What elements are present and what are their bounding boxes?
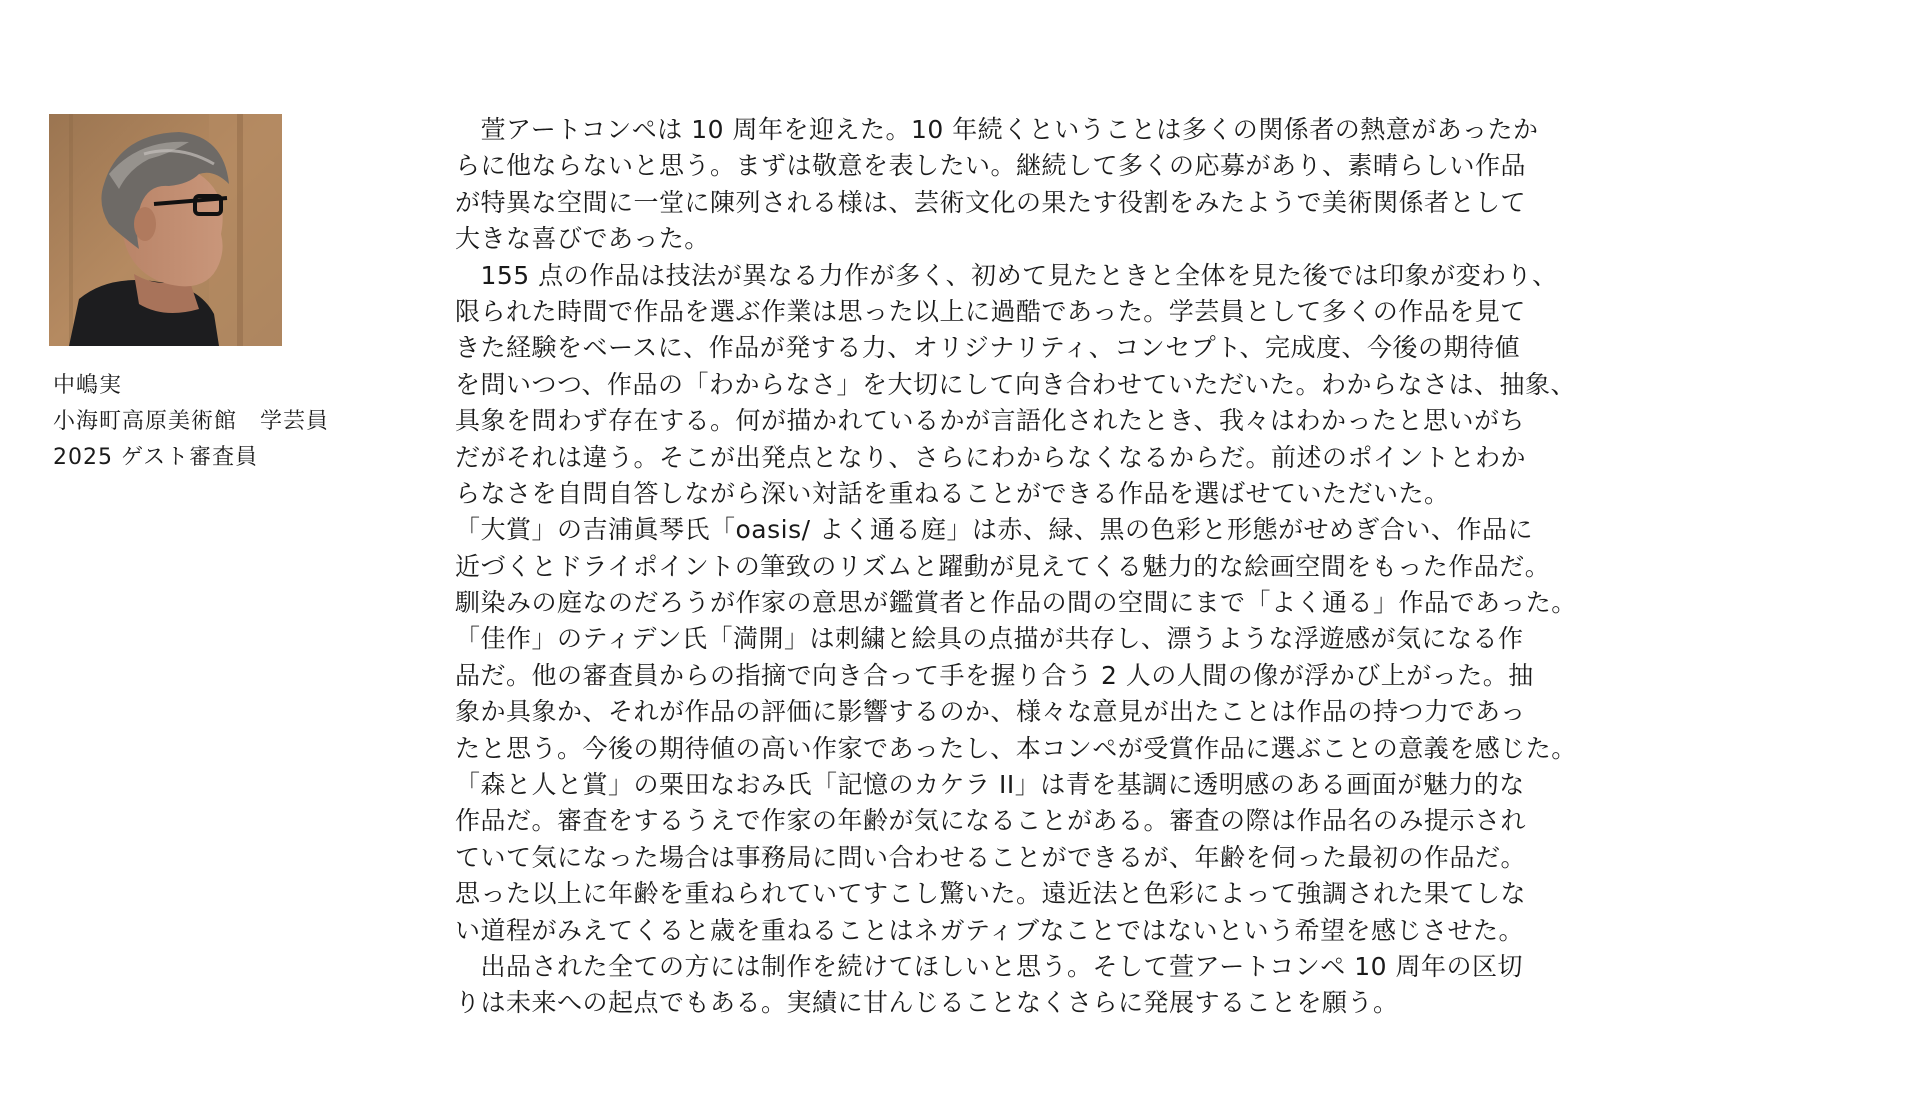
essay-line: 「佳作」のティデン氏「満開」は刺繍と絵具の点描が共存し、漂うような浮遊感が気になる作 [455, 624, 1524, 654]
essay-line: 萱アートコンペは 10 周年を迎えた。10 年続くということは多くの関係者の熱意があったか [455, 115, 1539, 144]
reviewer-profile [53, 368, 373, 476]
essay-line: ていて気になった場合は事務局に問い合わせることができるが、年齢を伺った最初の作品だ。 [455, 842, 1527, 872]
essay-line: だがそれは違う。そこが出発点となり、さらにわからなくなるからだ。前述のポイントとわか [455, 442, 1527, 472]
essay-line: きた経験をベースに、作品が発する力、オリジナリティ、コンセプト、完成度、今後の期待値 [455, 333, 1521, 363]
essay-line: 具象を問わず存在する。何が描かれているかが言語化されたとき、我々はわかったと思いがち [455, 406, 1526, 436]
essay-line: 作品だ。審査をするうえで作家の年齢が気になることがある。審査の際は作品名のみ提示され [455, 806, 1527, 836]
essay-line: りは未来への起点でもある。実績に甘んじることなくさらに発展することを願う。 [455, 988, 1399, 1018]
reviewer-affiliation: 小海町高原美術館 学芸員 [53, 409, 330, 434]
essay-line: 品だ。他の審査員からの指摘で向き合って手を握り合う 2 人の人間の像が浮かび上がった。抽 [455, 660, 1534, 690]
essay-line: 155 点の作品は技法が異なる力作が多く、初めて見たときと全体を見た後では印象が変わり、 [455, 260, 1558, 290]
essay-line: 近づくとドライポイントの筆致のリズムと躍動が見えてくる魅力的な絵画空間をもった作品だ。 [455, 551, 1551, 581]
reviewer-name: 中嶋実 [53, 373, 123, 398]
essay-line: 出品された全ての方には制作を続けてほしいと思う。そして萱アートコンペ 10 周年の区切 [455, 951, 1523, 981]
essay-line: たと思う。今後の期待値の高い作家であったし、本コンペが受賞作品に選ぶことの意義を感じた。 [455, 733, 1577, 763]
essay-line: 象か具象か、それが作品の評価に影響するのか、様々な意見が出たことは作品の持つ力であっ [455, 697, 1526, 727]
review-essay [455, 112, 1865, 1022]
essay-line: 限られた時間で作品を選ぶ作業は思った以上に過酷であった。学芸員として多くの作品を見て [455, 296, 1526, 326]
essay-line: 「大賞」の吉浦眞琴氏「oasis/ よく通る庭」は赤、緑、黒の色彩と形態がせめぎ合い、作品に [455, 515, 1533, 545]
essay-line: 思った以上に年齢を重ねられていてすこし驚いた。遠近法と色彩によって強調された果てしな [455, 879, 1527, 909]
essay-line: が特異な空間に一堂に陳列される様は、芸術文化の果たす役割をみたようで美術関係者として [455, 187, 1527, 217]
essay-line: 馴染みの庭なのだろうが作家の意思が鑑賞者と作品の間の空間にまで「よく通る」作品であった。 [455, 588, 1577, 618]
essay-line: らなさを自問自答しながら深い対話を重ねることができる作品を選ばせていただいた。 [455, 478, 1450, 508]
essay-line: 「森と人と賞」の栗田なおみ氏「記憶のカケラ II」は青を基調に透明感のある画面が魅力的な [455, 770, 1525, 800]
reviewer-photo [49, 114, 282, 346]
reviewer-role: 2025 ゲスト審査員 [53, 445, 259, 470]
essay-line: 大きな喜びであった。 [455, 224, 710, 254]
essay-line: を問いつつ、作品の「わからなさ」を大切にして向き合わせていただいた。わからなさは、抽象、 [455, 369, 1577, 399]
essay-line: い道程がみえてくると歳を重ねることはネガティブなことではないという希望を感じさせた。 [455, 915, 1525, 945]
essay-line: らに他ならないと思う。まずは敬意を表したい。継続して多くの応募があり、素晴らしい作品 [455, 151, 1527, 181]
